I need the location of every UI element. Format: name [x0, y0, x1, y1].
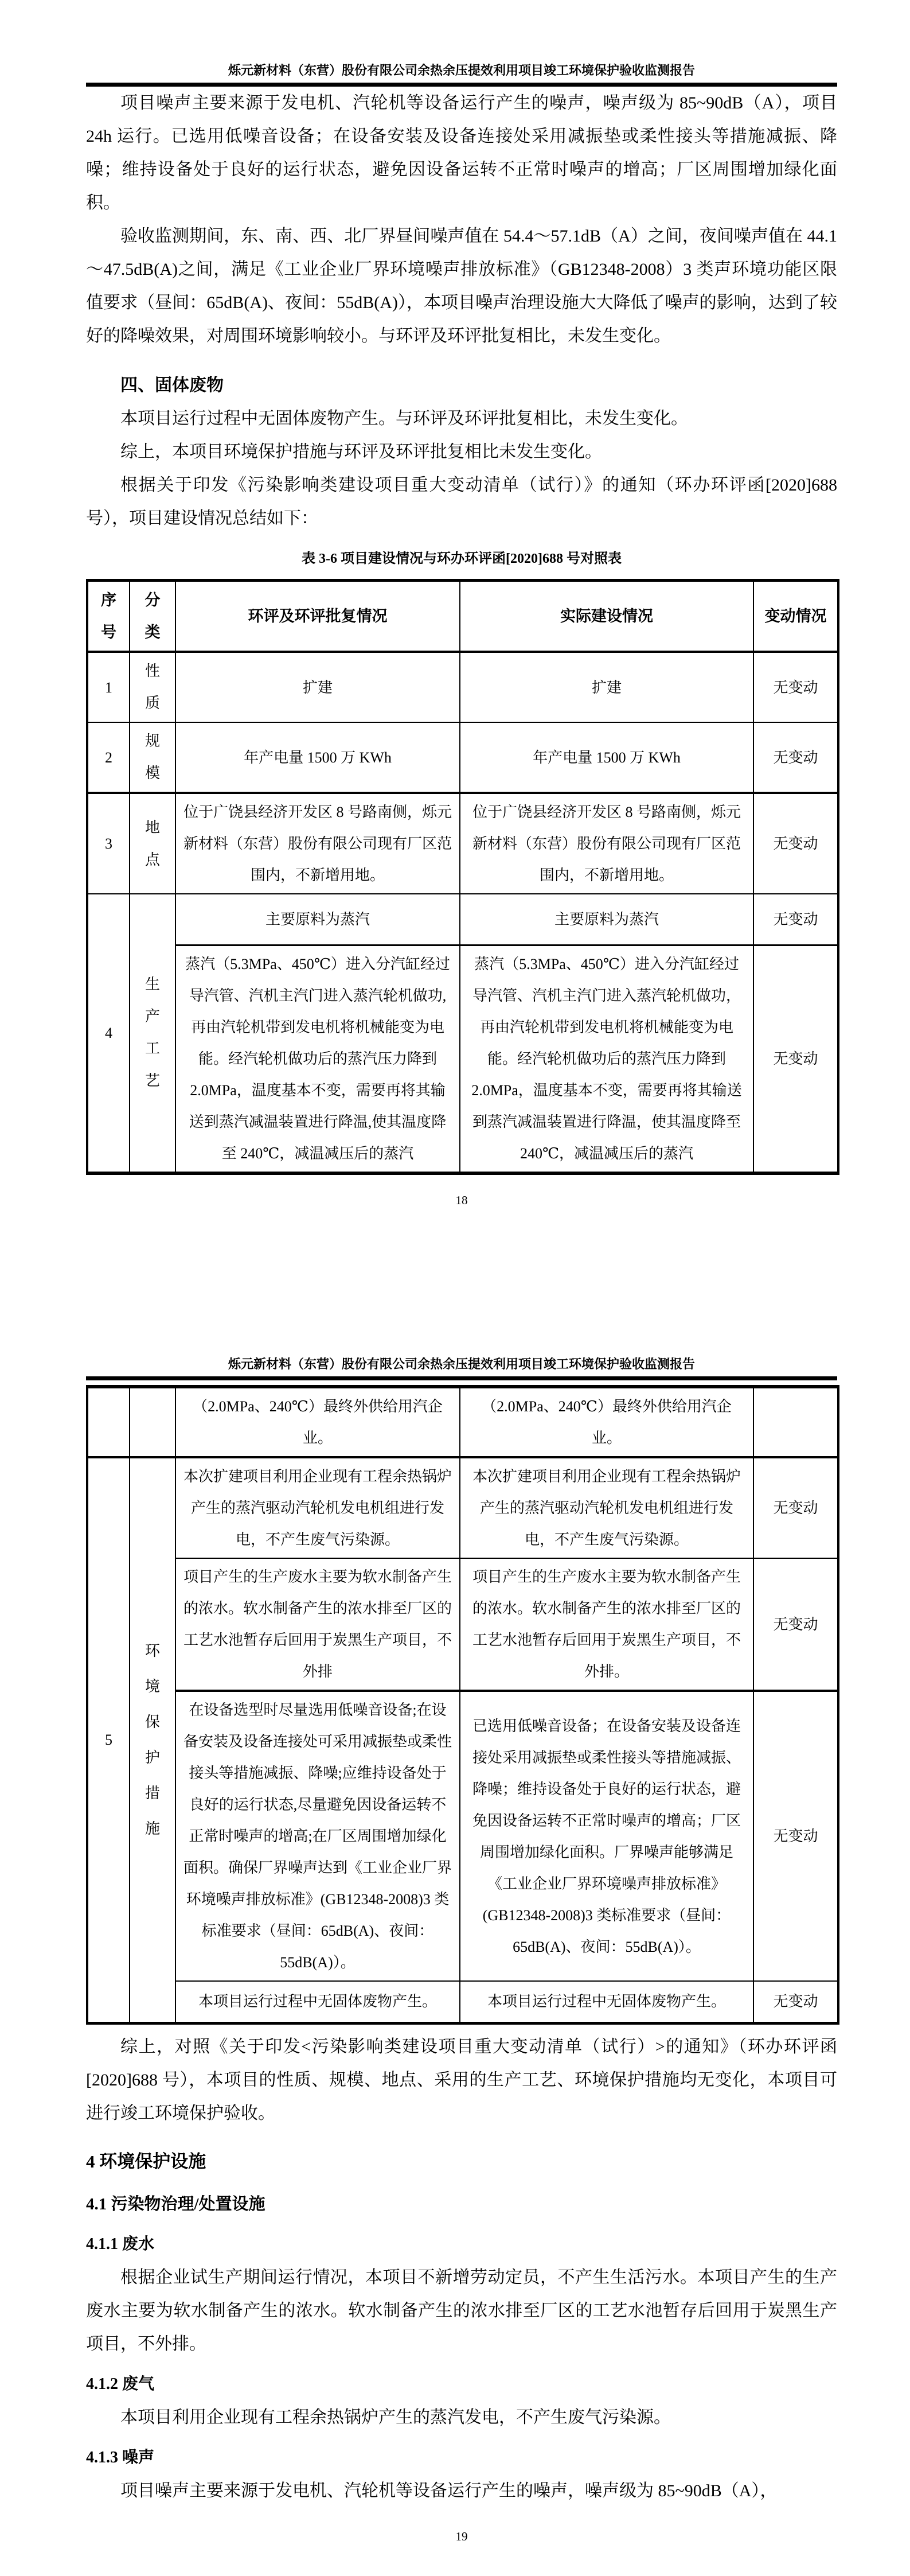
cell-change: 无变动 [753, 793, 838, 894]
cell-no: 3 [87, 793, 130, 894]
page-header-title: 烁元新材料（东营）股份有限公司余热余压提效利用项目竣工环境保护验收监测报告 [228, 1357, 695, 1371]
cell-no: 4 [87, 894, 130, 1173]
table-3-6-title: 表 3-6 项目建设情况与环办环评函[2020]688 号对照表 [302, 551, 622, 566]
table-row-process-continued [87, 1387, 838, 1457]
cell-eia: 年产电量 1500 万 KWh [175, 722, 460, 793]
cell-eia: 位于广饶县经济开发区 8 号路南侧，烁元新材料（东营）股份有限公司现有厂区范围内，不新增用地。 [175, 793, 460, 894]
cell-actual: 项目产生的生产废水主要为软水制备产生的浓水。软水制备产生的浓水排至厂区的工艺水池暂存后回用于炭黑生产项目，不外排。 [460, 1558, 753, 1691]
cell-no: 5 [87, 1457, 130, 2023]
cell-eia: 主要原料为蒸汽 [175, 894, 460, 945]
cell-change: 无变动 [753, 1457, 838, 1558]
header-cell-change: 变动情况 [753, 581, 838, 652]
header-cell-eia: 环评及环评批复情况 [175, 581, 460, 652]
table-row-env-water-measure [87, 1558, 838, 1691]
cell-actual: （2.0MPa、240℃）最终外供给用汽企业。 [460, 1387, 753, 1457]
table-row-env-noise-measure [87, 1691, 838, 1981]
header-label-no: 序号 [100, 592, 116, 641]
page-number-18: 18 [455, 1193, 468, 1207]
cell-no: 1 [87, 652, 130, 722]
report-page-2 [0, 1288, 910, 2576]
cell-no: 2 [87, 722, 130, 793]
table-header-row [87, 581, 838, 652]
cell-eia: 蒸汽（5.3MPa、450℃）进入分汽缸经过导汽管、汽机主汽门进入蒸汽轮机做功,再由汽轮机带到发电机将机械能变为电能。经汽轮机做功后的蒸汽压力降到 2.0MPa，温度基本不变，需要再将其输送到蒸汽减温装置进行降温,使其温度降至 240℃，减温减压后的蒸汽 [175, 945, 460, 1173]
cell-eia: 在设备选型时尽量选用低噪音设备;在设备安装及设备连接处可采用减振垫或柔性接头等措施减振、降噪;应维持设备处于良好的运行状态,尽量避免因设备运转不正常时噪声的增高;在厂区周围增加绿化面积。确保厂界噪声达到《工业企业厂界环境噪声排放标准》(GB12348-2008)3 类标准要求（昼间：65dB(A)、夜间：55dB(A)）。 [175, 1691, 460, 1981]
comparison-table-page-2 [86, 1385, 839, 2025]
cell-category [130, 793, 175, 894]
header-cell-category [130, 581, 175, 652]
cell-eia: 本项目运行过程中无固体废物产生。 [175, 1981, 460, 2023]
cell-category-empty [130, 1387, 175, 1457]
comparison-table-page-1 [86, 579, 839, 1175]
page-header-title: 烁元新材料（东营）股份有限公司余热余压提效利用项目竣工环境保护验收监测报告 [228, 63, 695, 77]
paragraph-monitoring-result: 验收监测期间，东、南、西、北厂界昼间噪声值在 54.4～57.1dB（A）之间，夜间噪声值在 44.1～47.5dB(A)之间，满足《工业企业厂界环境噪声排放标准》（GB12348-2008）3 类声环境功能区限值要求（昼间：65dB(A)、夜间：55dB(A)），本项目噪声治理设施大大降低了噪声的影响，达到了较好的降噪效果，对周围环境影响较小。与环评及环评批复相比，未发生变化。 [86, 227, 837, 345]
table-row-process-material [87, 894, 838, 945]
table-row-process-description [87, 945, 838, 1173]
heading-section-4-1-3: 4.1.3 噪声 [86, 2448, 155, 2466]
heading-solid-waste: 四、固体废物 [120, 376, 224, 395]
page-number-19: 19 [455, 2529, 468, 2543]
page-header-rule [86, 1376, 837, 1380]
cell-actual: 扩建 [460, 652, 753, 722]
cell-change: 无变动 [753, 894, 838, 945]
cell-eia: 扩建 [175, 652, 460, 722]
category-label: 性质 [144, 663, 160, 711]
page-1-content [86, 0, 837, 1208]
category-label: 地点 [144, 819, 160, 868]
header-cell-actual: 实际建设情况 [460, 581, 753, 652]
cell-category [130, 652, 175, 722]
cell-change: 无变动 [753, 1691, 838, 1981]
cell-actual: 年产电量 1500 万 KWh [460, 722, 753, 793]
heading-section-4-1-2: 4.1.2 废气 [86, 2375, 155, 2393]
table-row-env-solid-measure [87, 1981, 838, 2023]
category-label: 环境保护措施 [144, 1642, 160, 1837]
paragraph-noise: 项目噪声主要来源于发电机、汽轮机等设备运行产生的噪声，噪声级为 85~90dB（A）， [120, 2481, 778, 2500]
paragraph-summary: 综上，本项目环境保护措施与环评及环评批复相比未发生变化。 [120, 442, 602, 461]
table-row-scale [87, 722, 838, 793]
cell-change: 无变动 [753, 945, 838, 1173]
category-label: 规模 [144, 733, 160, 781]
cell-change-empty [753, 1387, 838, 1457]
page-2-content [86, 1288, 837, 2544]
cell-eia: 本次扩建项目利用企业现有工程余热锅炉产生的蒸汽驱动汽轮机发电机组进行发电，不产生废气污染源。 [175, 1457, 460, 1558]
cell-change: 无变动 [753, 722, 838, 793]
paragraph-solid-waste: 本项目运行过程中无固体废物产生。与环评及环评批复相比，未发生变化。 [120, 409, 688, 428]
cell-actual: 位于广饶县经济开发区 8 号路南侧，烁元新材料（东营）股份有限公司现有厂区范围内，不新增用地。 [460, 793, 753, 894]
cell-no-empty [87, 1387, 130, 1457]
paragraph-waste-gas: 本项目利用企业现有工程余热锅炉产生的蒸汽发电，不产生废气污染源。 [120, 2407, 671, 2427]
header-cell-no [87, 581, 130, 652]
cell-change: 无变动 [753, 1558, 838, 1691]
cell-category [130, 722, 175, 793]
table-row-nature [87, 652, 838, 722]
cell-actual: 已选用低噪音设备；在设备安装及设备连接处采用减振垫或柔性接头等措施减振、降噪；维持设备处于良好的运行状态，避免因设备运转不正常时噪声的增高；厂区周围增加绿化面积。厂界噪声能够满足《工业企业厂界环境噪声排放标准》(GB12348-2008)3 类标准要求（昼间：65dB(A)、夜间：55dB(A)）。 [460, 1691, 753, 1981]
cell-actual: 本项目运行过程中无固体废物产生。 [460, 1981, 753, 2023]
heading-section-4: 4 环境保护设施 [86, 2151, 206, 2172]
paragraph-basis: 根据关于印发《污染影响类建设项目重大变动清单（试行）》的通知（环办环评函[2020]688号），项目建设情况总结如下： [86, 476, 837, 528]
cell-category [130, 1457, 175, 2023]
paragraph-noise-source: 项目噪声主要来源于发电机、汽轮机等设备运行产生的噪声，噪声级为 85~90dB（A），项目 24h 运行。已选用低噪音设备；在设备安装及设备连接处采用减振垫或柔性接头等措施减振、降噪；维持设备处于良好的运行状态，避免因设备运转不正常时噪声的增高；厂区周围增加绿化面积。 [86, 94, 837, 212]
cell-category [130, 894, 175, 1173]
cell-eia: （2.0MPa、240℃）最终外供给用汽企业。 [175, 1387, 460, 1457]
cell-change: 无变动 [753, 1981, 838, 2023]
heading-section-4-1: 4.1 污染物治理/处置设施 [86, 2194, 265, 2213]
cell-eia: 项目产生的生产废水主要为软水制备产生的浓水。软水制备产生的浓水排至厂区的工艺水池暂存后回用于炭黑生产项目，不外排 [175, 1558, 460, 1691]
header-label-category: 分类 [144, 592, 161, 641]
page-header-rule [86, 83, 837, 87]
cell-actual: 蒸汽（5.3MPa、450℃）进入分汽缸经过导汽管、汽机主汽门进入蒸汽轮机做功，再由汽轮机带到发电机将机械能变为电能。经汽轮机做功后的蒸汽压力降到 2.0MPa，温度基本不变，需要再将其输送到蒸汽减温装置进行降温，使其温度降至 240℃，减温减压后的蒸汽 [460, 945, 753, 1173]
category-label: 生产工艺 [144, 976, 160, 1089]
cell-actual: 本次扩建项目利用企业现有工程余热锅炉产生的蒸汽驱动汽轮机发电机组进行发电，不产生废气污染源。 [460, 1457, 753, 1558]
table-row-env-gas-measure [87, 1457, 838, 1558]
table-row-location [87, 793, 838, 894]
heading-section-4-1-1: 4.1.1 废水 [86, 2235, 155, 2253]
cell-actual: 主要原料为蒸汽 [460, 894, 753, 945]
paragraph-conclusion: 综上，对照《关于印发<污染影响类建设项目重大变动清单（试行）>的通知》（环办环评函[2020]688 号），本项目的性质、规模、地点、采用的生产工艺、环境保护措施均无变化，本项目可进行竣工环境保护验收。 [86, 2037, 837, 2123]
cell-change: 无变动 [753, 652, 838, 722]
paragraph-wastewater: 根据企业试生产期间运行情况，本项目不新增劳动定员，不产生生活污水。本项目产生的生产废水主要为软水制备产生的浓水。软水制备产生的浓水排至厂区的工艺水池暂存后回用于炭黑生产项目，不外排。 [86, 2267, 837, 2353]
